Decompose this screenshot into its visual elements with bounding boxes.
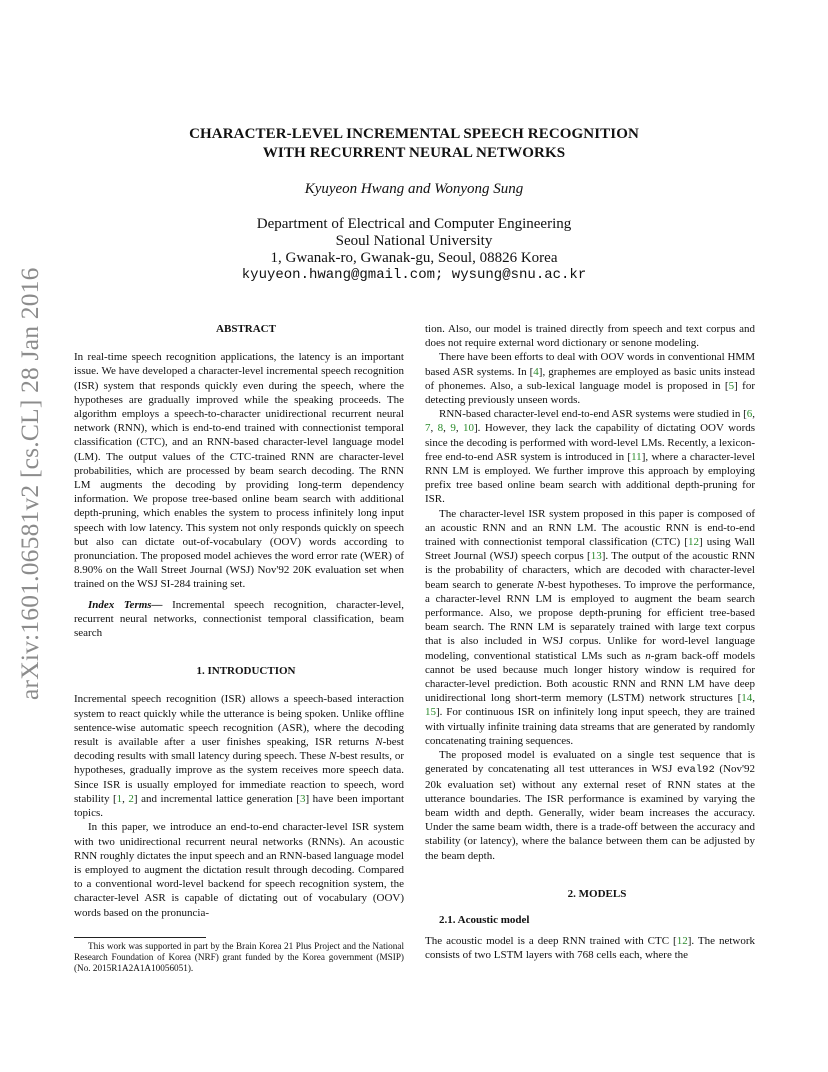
authors: Kyuyeon Hwang and Wonyong Sung <box>304 181 524 197</box>
affiliation <box>0 216 828 284</box>
right-paragraph-2: RNN-based character-level end-to-end ASR systems were studied in [6, 7, 8, 9, 10]. However, they lack the capability of dictating OOV words since the decoding is performed with word-level LMs. Recently, a lexicon-free end-to-end ASR system is introduced in [11], where a character-level RNN LM is employed. We further improve this approach by employing prefix tree based online beam search with additional depth-pruning for ISR. <box>425 408 756 506</box>
affil-univ: Seoul National University <box>335 233 493 249</box>
citation-link[interactable]: 7 <box>425 422 431 435</box>
abstract-heading: ABSTRACT <box>216 323 276 335</box>
right-paragraph-4: The proposed model is evaluated on a single test sequence that is generated by concatenating all test utterances in WSJ eval92 (Nov'92 20k evaluation set) without any external reset of RNN states at the utterance boundaries. The ISR performance is examined by varying the beam width and depth. Generally, wider beam increases the accuracy. Under the same beam width, there is a trade-off between the accuracy and stability (or latency), where the balance between them can be adjusted by the beam depth. <box>425 749 755 862</box>
intro-paragraph-1: Incremental speech recognition (ISR) allows a speech-based interaction system to react quickly while the utterance is being spoken. Unlike offline sentence-wise automatic speech recognition (ASR), where the decoding result is available after a user finishes speaking, ISR returns N-best decoding results with small latency during speech. These N-best results, or hypotheses, gradually improve as the system receives more speech data. Since ISR is usually employed for immediate reaction to speech, word stability [1, 2] and incremental lattice generation [3] have been important topics. <box>74 693 405 820</box>
left-column <box>74 322 404 920</box>
acoustic-paragraph: The acoustic model is a deep RNN trained with CTC [12]. The network consists of two LSTM layers with 768 cells each, where the <box>425 935 755 962</box>
index-terms-text: Incremental speech recognition, character-level, recurrent neural networks, connectionist temporal classification, beam search <box>74 598 404 640</box>
index-terms-label: Index Terms— <box>88 598 163 611</box>
citation-link[interactable]: 14 <box>741 692 753 705</box>
affil-address: 1, Gwanak-ro, Gwanak-gu, Seoul, 08826 Korea <box>270 250 558 266</box>
footnote-text: This work was supported in part by the Brain Korea 21 Plus Project and the National Research Foundation of Korea (NRF) grant funded by the Korea government (MSIP) (No. 2015R1A2A1A10056051). <box>74 941 404 973</box>
title-line-1: CHARACTER-LEVEL INCREMENTAL SPEECH RECOGNITION <box>189 126 639 142</box>
affil-emails: kyuyeon.hwang@gmail.com; wysung@snu.ac.kr <box>241 267 587 283</box>
citation-link[interactable]: 15 <box>425 706 436 719</box>
citation-link[interactable]: 10 <box>463 422 475 435</box>
citation-link[interactable]: 4 <box>533 365 539 378</box>
citation-link[interactable]: 5 <box>728 379 735 392</box>
citation-link[interactable]: 2 <box>128 792 134 805</box>
citation-link[interactable]: 9 <box>450 422 456 435</box>
index-terms <box>74 598 404 641</box>
right-paragraph-1: There have been efforts to deal with OOV words in conventional HMM based ASR systems. In [4], graphemes are employed as basic units instead of phonemes. Also, a sub-lexical language model is proposed in [5] for detecting previously unseen words. <box>425 351 756 407</box>
acoustic-model-heading: 2.1. Acoustic model <box>439 913 530 926</box>
citation-link[interactable]: 3 <box>299 792 306 805</box>
citation-link[interactable]: 12 <box>687 536 699 549</box>
right-paragraph-3: The character-level ISR system proposed in this paper is composed of an acoustic RNN and an RNN LM. The acoustic RNN is end-to-end trained with connectionist temporal classification (CTC) [12] using Wall Street Journal (WSJ) speech corpus [13]. The output of the acoustic RNN is the probability of characters, which are decoded with character-level beam search to generate N-best hypotheses. To improve the performance, a character-level RNN LM is employed to augment the beam search performance. Also, we propose depth-pruning for efficient tree-based beam search. The RNN LM is separately trained with large text corpus that is also included in WSJ corpus. Unlike for word-level language modeling, conventional statistical LMs such as n-gram back-off models cannot be used because much longer history window is required for character-level prediction. Both acoustic RNN and RNN LM have deep unidirectional long short-term memory (LSTM) network structures [14, 15]. For continuous ISR on infinitely long input speech, they are trained with virtually infinite training data streams that are generated by randomly concatenating training sequences. <box>425 507 755 747</box>
intro-paragraph-2: In this paper, we introduce an end-to-end character-level ISR system with two unidirectional recurrent neural networks (RNNs). An acoustic RNN roughly dictates the input speech and an RNN-based language model is employed to augment the dictation result through decoding. Compared to a conventional word-level backend for speech recognition system, the character-level ASR is capable of dictating out of vocabulary (OOV) words based on the pronuncia- <box>74 821 404 919</box>
affil-dept: Department of Electrical and Computer Engineering <box>256 216 572 232</box>
arxiv-id-text: arXiv:1601.06581v2 [cs.CL] 28 Jan 2016 <box>15 267 44 700</box>
citation-link[interactable]: 11 <box>631 450 642 463</box>
citation-link[interactable]: 1 <box>116 792 123 805</box>
citation-link[interactable]: 6 <box>746 408 753 421</box>
citation-link[interactable]: 13 <box>590 550 602 563</box>
right-column <box>425 322 755 963</box>
title-line-2: WITH RECURRENT NEURAL NETWORKS <box>262 145 566 161</box>
intro-heading: 1. INTRODUCTION <box>196 665 296 678</box>
citation-link[interactable]: 12 <box>676 935 688 948</box>
citation-link[interactable]: 8 <box>437 422 444 435</box>
footnote <box>74 937 404 974</box>
models-heading: 2. MODELS <box>567 887 627 900</box>
right-paragraph-0: tion. Also, our model is trained directly from speech and text corpus and does not require external word dictionary or senone modeling. <box>425 323 755 350</box>
abstract-text: In real-time speech recognition applications, the latency is an important issue. We have developed a character-level incremental speech recognition (ISR) system that responds quickly even during the speech, where the hypotheses are gradually improved while the speaking proceeds. The algorithm employs a speech-to-character unidirectional recurrent neural network (RNN), which is end-to-end trained with connectionist temporal classification (CTC), and an RNN-based character-level language model (LM). The output values of the CTC-trained RNN are character-level probabilities, which are processed by beam search decoding. The RNN LM augments the decoding by providing long-term dependency information. We propose tree-based online beam search with additional depth-pruning, which enables the system to process infinitely long input speech with low latency. This system not only responds quickly on speech but also can dictate out-of-vocabulary (OOV) words according to pronunciation. The proposed model achieves the word error rate (WER) of 8.90% on the Wall Street Journal (WSJ) Nov'92 20K evaluation set when trained on the WSJ SI-284 training set. <box>74 351 404 591</box>
paper-title <box>0 125 828 163</box>
